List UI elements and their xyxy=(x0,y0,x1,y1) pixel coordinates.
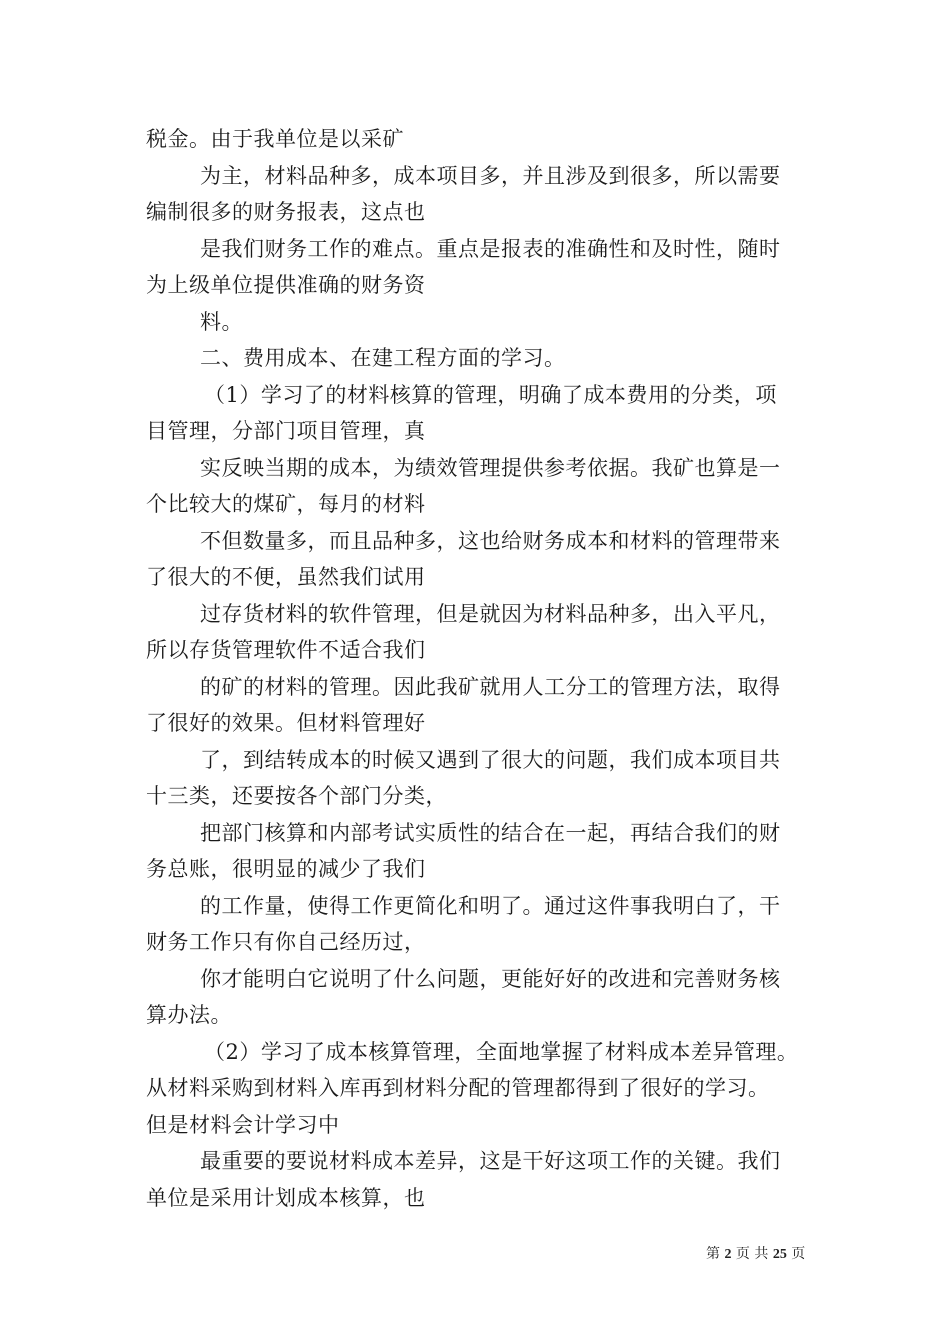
body-text xyxy=(146,121,846,1216)
text-line: 编制很多的财务报表，这点也 xyxy=(146,200,426,224)
text-line: （1）学习了的材料核算的管理，明确了成本费用的分类，项 xyxy=(204,382,777,407)
text-line: 但是材料会计学习中 xyxy=(146,1112,340,1137)
text-line: 把部门核算和内部考试实质性的结合在一起，再结合我们的财 xyxy=(200,820,781,845)
text-line: 最重要的要说材料成本差异，这是干好这项工作的关键。我们 xyxy=(200,1149,781,1173)
text-line: 十三类，还要按各个部门分类， xyxy=(146,784,447,808)
text-line: 财务工作只有你自己经历过， xyxy=(146,930,426,954)
text-line: 个比较大的煤矿，每月的材料 xyxy=(146,492,426,516)
text-line: 务总账，很明显的减少了我们 xyxy=(146,857,426,881)
text-line: 了很好的效果。但材料管理好 xyxy=(146,711,426,735)
text-line: 单位是采用计划成本核算，也 xyxy=(146,1185,426,1210)
page-number-footer xyxy=(706,1245,805,1264)
text-line: 料。 xyxy=(200,309,243,334)
text-line: 为主，材料品种多，成本项目多，并且涉及到很多，所以需要 xyxy=(200,163,781,188)
footer-middle: 页 共 xyxy=(735,1246,769,1262)
text-line: 是我们财务工作的难点。重点是报表的准确性和及时性，随时 xyxy=(200,236,781,261)
text-line: 算办法。 xyxy=(146,1003,232,1027)
text-line: 了很大的不便，虽然我们试用 xyxy=(146,565,426,589)
text-line: 为上级单位提供准确的财务资 xyxy=(146,273,426,297)
text-line: （2）学习了成本核算管理，全面地掌握了材料成本差异管理。 xyxy=(204,1039,799,1064)
text-line: 的工作量，使得工作更简化和明了。通过这件事我明白了，干 xyxy=(200,893,781,918)
text-line: 目管理，分部门项目管理，真 xyxy=(146,419,426,443)
text-line: 过存货材料的软件管理，但是就因为材料品种多，出入平凡， xyxy=(200,601,781,626)
section-heading: 二、费用成本、在建工程方面的学习。 xyxy=(200,346,566,370)
text-line: 实反映当期的成本，为绩效管理提供参考依据。我矿也算是一 xyxy=(200,455,781,480)
text-line: 你才能明白它说明了什么问题，更能好好的改进和完善财务核 xyxy=(200,966,781,991)
footer-suffix: 页 xyxy=(791,1246,806,1262)
text-line: 的矿的材料的管理。因此我矿就用人工分工的管理方法，取得 xyxy=(200,674,781,699)
text-line: 从材料采购到材料入库再到材料分配的管理都得到了很好的学习。 xyxy=(146,1076,770,1100)
text-line: 税金。由于我单位是以采矿 xyxy=(146,127,404,151)
current-page-number: 2 xyxy=(724,1247,732,1262)
text-line: 不但数量多，而且品种多，这也给财务成本和材料的管理带来 xyxy=(200,528,781,553)
text-line: 所以存货管理软件不适合我们 xyxy=(146,638,426,662)
total-page-count: 25 xyxy=(772,1247,787,1262)
footer-prefix: 第 xyxy=(706,1246,720,1262)
text-line: 了，到结转成本的时候又遇到了很大的问题，我们成本项目共 xyxy=(200,747,781,772)
